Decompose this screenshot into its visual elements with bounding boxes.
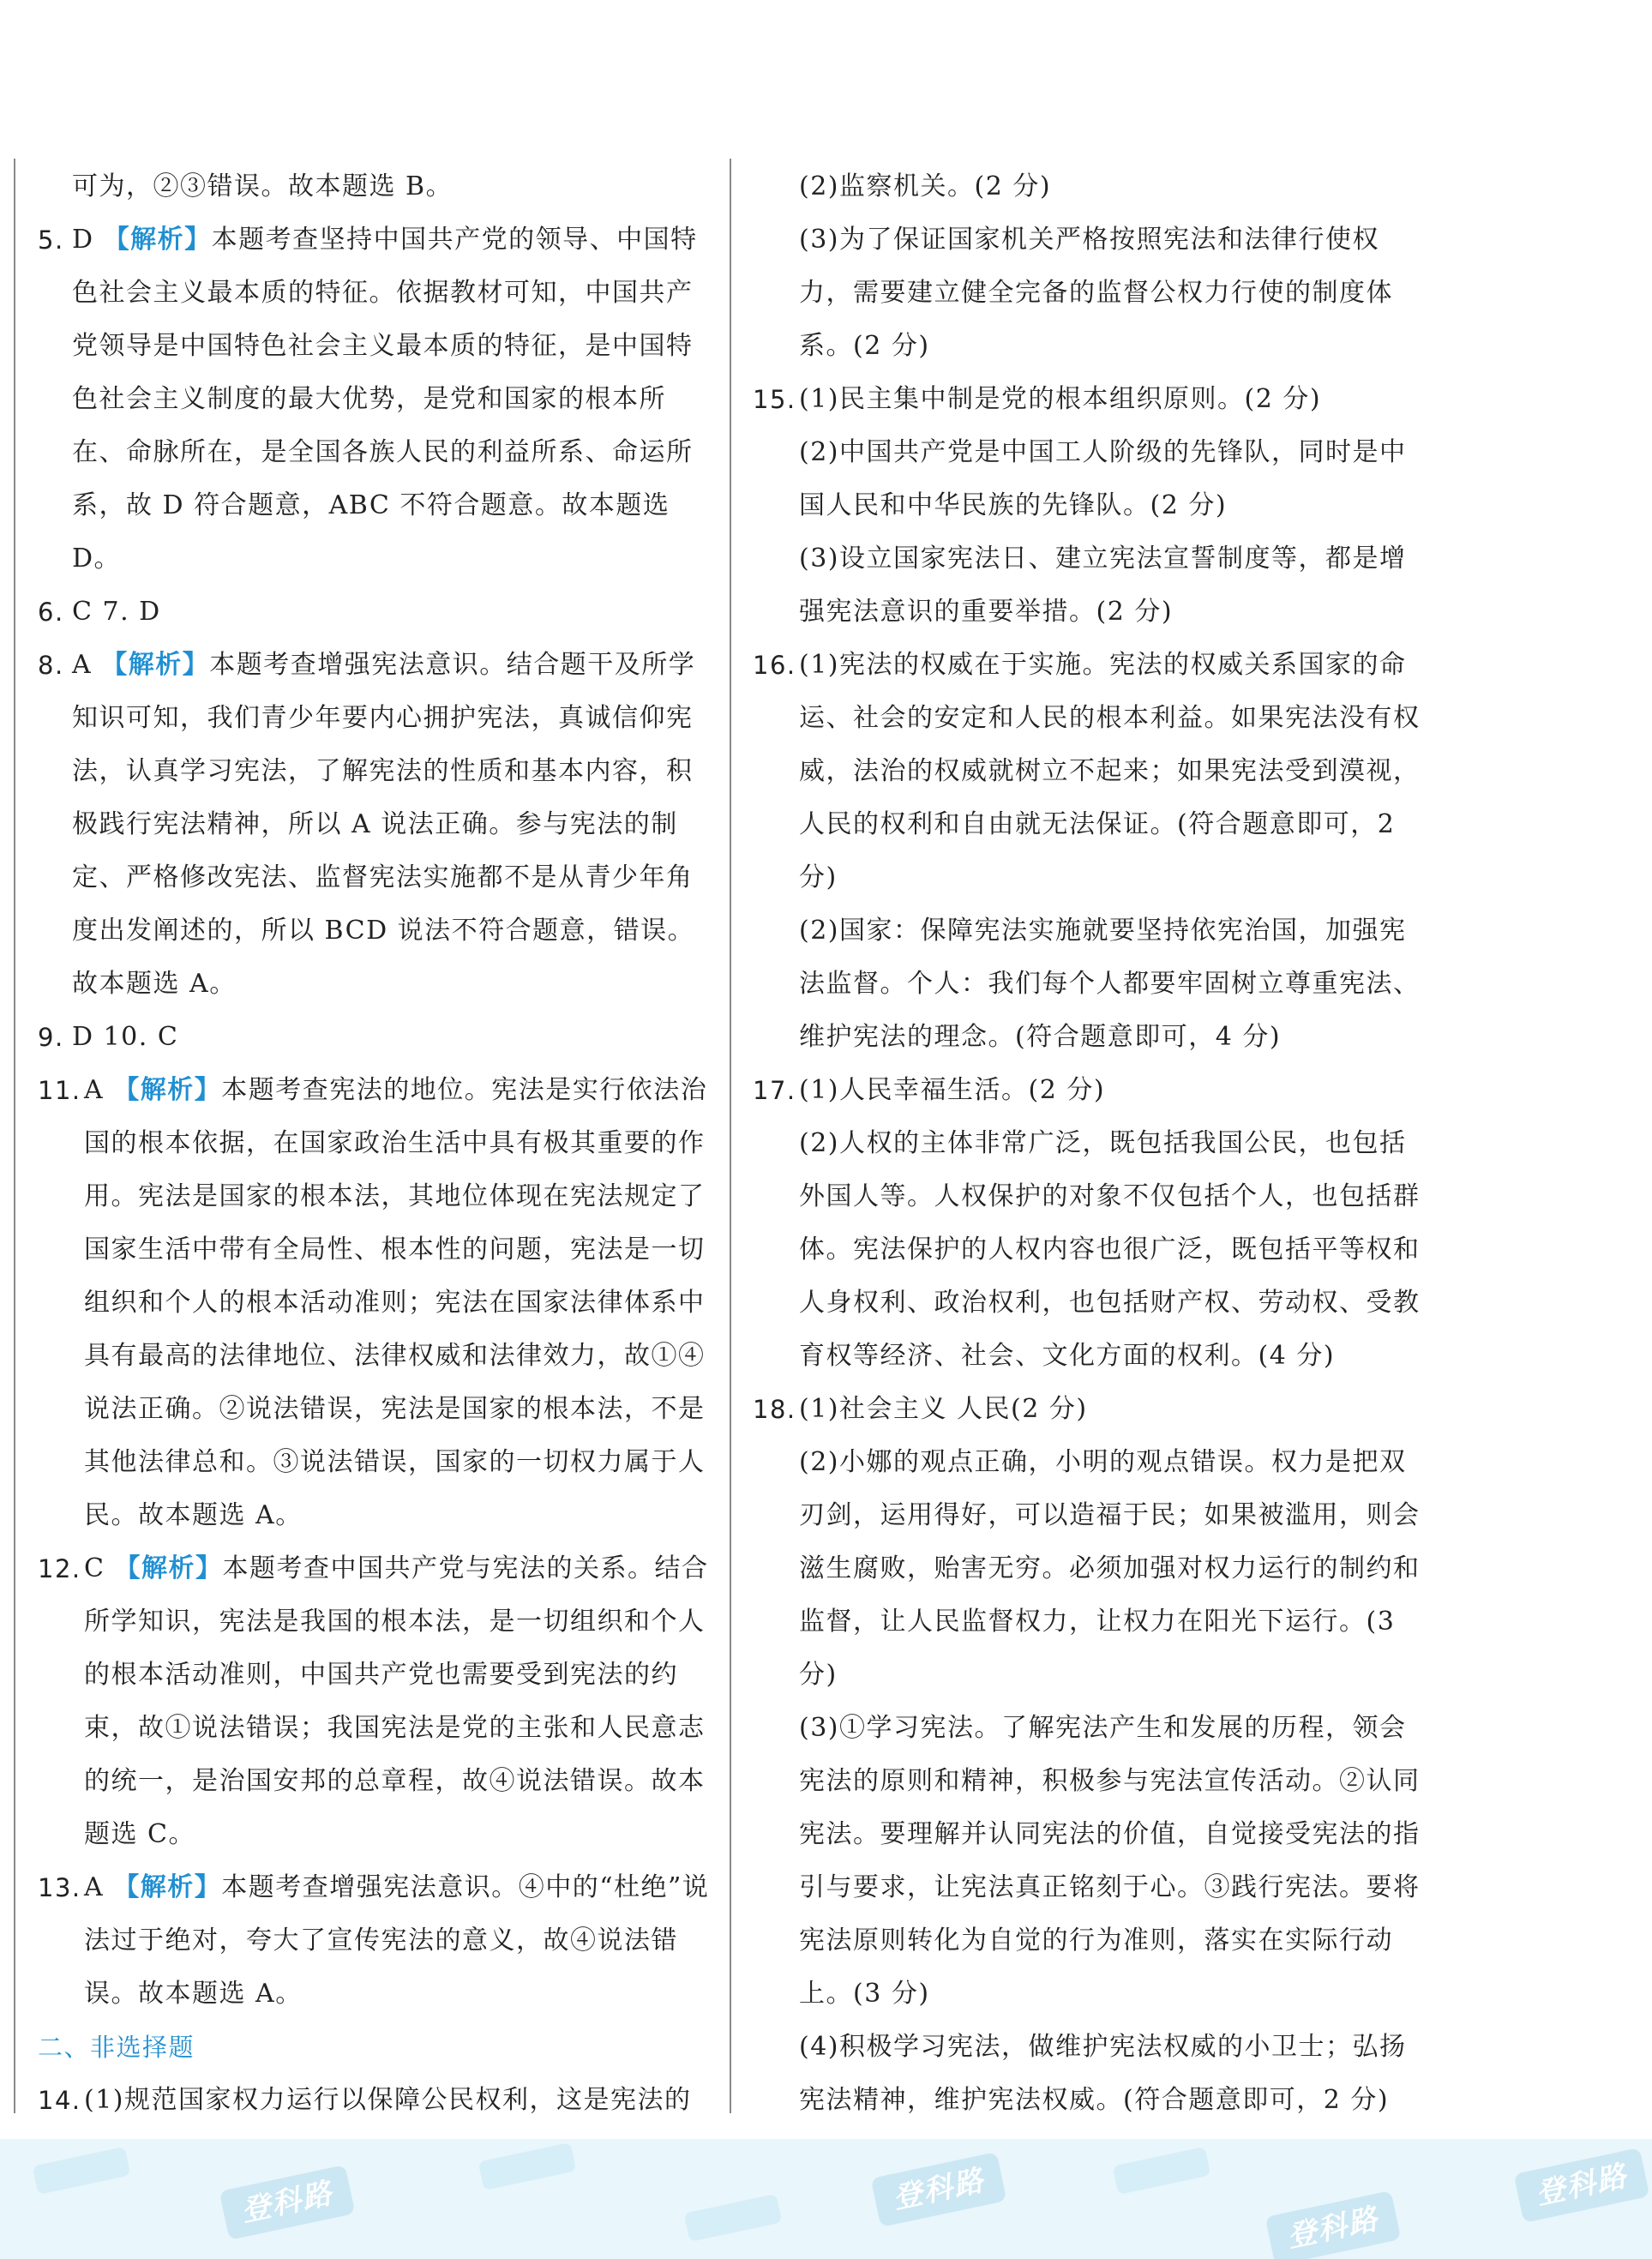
answer-14-part-2: (2)监察机关。(2 分) — [799, 171, 1052, 201]
answer-part: (2)中国共产党是中国工人阶级的先锋队，同时是中国人民和中华民族的先锋队。(2 分) — [799, 437, 1407, 520]
continued-answer: 可为，②③错误。故本题选 B。 — [72, 171, 454, 201]
question-number: 15. — [753, 385, 796, 414]
answer-part: (3)设立国家宪法日、建立宪法宣誓制度等，都是增强宪法意识的重要举措。(2 分) — [799, 544, 1407, 627]
answer-6-7 — [38, 586, 715, 639]
left-column — [38, 160, 715, 2180]
analysis-text: 本题考查增强宪法意识。④中的“杜绝”说法过于绝对，夸大了宣传宪法的意义，故④说法错误。故本题选 A。 — [84, 1872, 710, 2009]
question-number: 9. — [38, 1023, 64, 1052]
answer-12 — [38, 1542, 715, 1861]
watermark-stripe — [1113, 2147, 1211, 2195]
question-number: 16. — [753, 651, 796, 680]
answer-15 — [753, 373, 1432, 639]
watermark-logo: 登科路 — [871, 2152, 1007, 2227]
answer-part: (1)人民幸福生活。(2 分) — [799, 1075, 1106, 1105]
question-number: 8. — [38, 651, 64, 680]
answer-9-10 — [38, 1011, 715, 1064]
answer-16 — [753, 639, 1432, 1064]
question-number: 12. — [38, 1554, 81, 1583]
answer-part: (2)小娜的观点正确，小明的观点错误。权力是把双刃剑，运用得好，可以造福于民；如果被滥用，则会滋生腐败，贻害无穷。必须加强对权力运行的制约和监督，让人民监督权力，让权力在阳光下运行。(3 分) — [799, 1447, 1421, 1690]
answer-18 — [753, 1383, 1432, 2127]
answer-part: (2)国家：保障宪法实施就要坚持依宪治国，加强宪法监督。个人：我们每个人都要牢固树立尊重宪法、维护宪法的理念。(符合题意即可，4 分) — [799, 916, 1421, 1052]
analysis-text: 本题考查坚持中国共产党的领导、中国特色社会主义最本质的特征。依据教材可知，中国共产党领导是中国特色社会主义最本质的特征，是中国特色社会主义制度的最大优势，是党和国家的根本所在、命脉所在，是全国各族人民的利益所系、命运所系，故 D 符合题意，ABC 不符合题意。故本题选 D。 — [72, 225, 698, 574]
answer-5 — [38, 213, 715, 586]
analysis-text: 本题考查中国共产党与宪法的关系。结合所学知识，宪法是我国的根本法，是一切组织和个人的根本活动准则，中国共产党也需要受到宪法的约束，故①说法错误；我国宪法是党的主张和人民意志的统一，是治国安邦的总章程，故④说法错误。故本题选 C。 — [84, 1553, 709, 1849]
question-number: 13. — [38, 1873, 81, 1902]
answer-choice: A — [84, 1075, 114, 1105]
footer-watermark-band — [0, 2139, 1652, 2259]
left-column-rule — [14, 159, 15, 2113]
answer-part: (1)宪法的权威在于实施。宪法的权威关系国家的命运、社会的安定和人民的根本利益。如果宪法没有权威，法治的权威就树立不起来；如果宪法受到漠视，人民的权利和自由就无法保证。(符合题意即可，2 分) — [799, 650, 1421, 892]
answer-part: (1)社会主义 人民(2 分) — [799, 1394, 1088, 1424]
watermark-logo: 登科路 — [1265, 2190, 1402, 2259]
question-number: 18. — [753, 1395, 796, 1424]
center-column-rule — [730, 159, 731, 2113]
answer-13 — [38, 1861, 715, 2021]
watermark-stripe — [684, 2194, 783, 2242]
answer-part: (1)民主集中制是党的根本组织原则。(2 分) — [799, 384, 1322, 414]
answer-choice: A — [72, 650, 102, 680]
analysis-tag: 【解析】 — [114, 1553, 223, 1583]
answer-text: D 10. C — [72, 1022, 179, 1052]
answer-part: (3)①学习宪法。了解宪法产生和发展的历程，领会宪法的原则和精神，积极参与宪法宣传活动。②认同宪法。要理解并认同宪法的价值，自觉接受宪法的指引与要求，让宪法真正铭刻于心。③践行宪法。要将宪法原则转化为自觉的行为准则，落实在实际行动上。(3 分) — [799, 1713, 1421, 2009]
section-heading: 二、非选择题 — [38, 2033, 195, 2062]
answer-part: (4)积极学习宪法，做维护宪法权威的小卫士；弘扬宪法精神，维护宪法权威。(符合题意即可，2 分) — [799, 2032, 1407, 2115]
watermark-logo: 登科路 — [219, 2165, 356, 2240]
analysis-tag: 【解析】 — [113, 1872, 222, 1902]
analysis-text: 本题考查宪法的地位。宪法是实行依法治国的根本依据，在国家政治生活中具有极其重要的作用。宪法是国家的根本法，其地位体现在宪法规定了国家生活中带有全局性、根本性的问题，宪法是一切组织和个人的根本活动准则；宪法在国家法律体系中具有最高的法律地位、法律权威和法律效力，故①④说法正确。②说法错误，宪法是国家的根本法，不是其他法律总和。③说法错误，国家的一切权力属于人民。故本题选 A。 — [84, 1075, 708, 1530]
answer-17 — [753, 1064, 1432, 1383]
answer-choice: C — [84, 1553, 115, 1583]
answer-8 — [38, 639, 715, 1011]
question-number: 11. — [38, 1076, 81, 1105]
answer-part: (2)人权的主体非常广泛，既包括我国公民，也包括外国人等。人权保护的对象不仅包括个人，也包括群体。宪法保护的人权内容也很广泛，既包括平等权和人身权利、政治权利，也包括财产权、劳动权、受教育权等经济、社会、文化方面的权利。(4 分) — [799, 1128, 1421, 1371]
answer-text: (1)规范国家权力运行以保障公民权利，这是宪法的 — [84, 2085, 692, 2115]
analysis-tag: 【解析】 — [101, 650, 210, 680]
answer-14-part-3: (3)为了保证国家机关严格按照宪法和法律行使权力，需要建立健全完备的监督公权力行使的制度体系。(2 分) — [799, 225, 1393, 361]
answer-11 — [38, 1064, 715, 1542]
watermark-logo: 登科路 — [1514, 2148, 1650, 2223]
answer-choice: D — [72, 225, 104, 255]
answer-choice: A — [84, 1872, 114, 1902]
question-number: 17. — [753, 1076, 796, 1105]
watermark-stripe — [33, 2147, 131, 2195]
question-number: 5. — [38, 225, 64, 255]
question-number: 6. — [38, 598, 64, 627]
analysis-tag: 【解析】 — [113, 1075, 222, 1105]
analysis-text: 本题考查增强宪法意识。结合题干及所学知识可知，我们青少年要内心拥护宪法，真诚信仰宪法，认真学习宪法，了解宪法的性质和基本内容，积极践行宪法精神，所以 A 说法正确。参与宪法的制定、严格修改宪法、监督宪法实施都不是从青少年角度出发阐述的，所以 BCD 说法不符合题意，错误。故本题选 A。 — [72, 650, 696, 999]
watermark-stripe — [478, 2142, 577, 2190]
answer-text: C 7. D — [72, 597, 161, 627]
analysis-tag: 【解析】 — [103, 225, 212, 255]
question-number: 14. — [38, 2086, 81, 2115]
right-column — [753, 160, 1432, 2127]
